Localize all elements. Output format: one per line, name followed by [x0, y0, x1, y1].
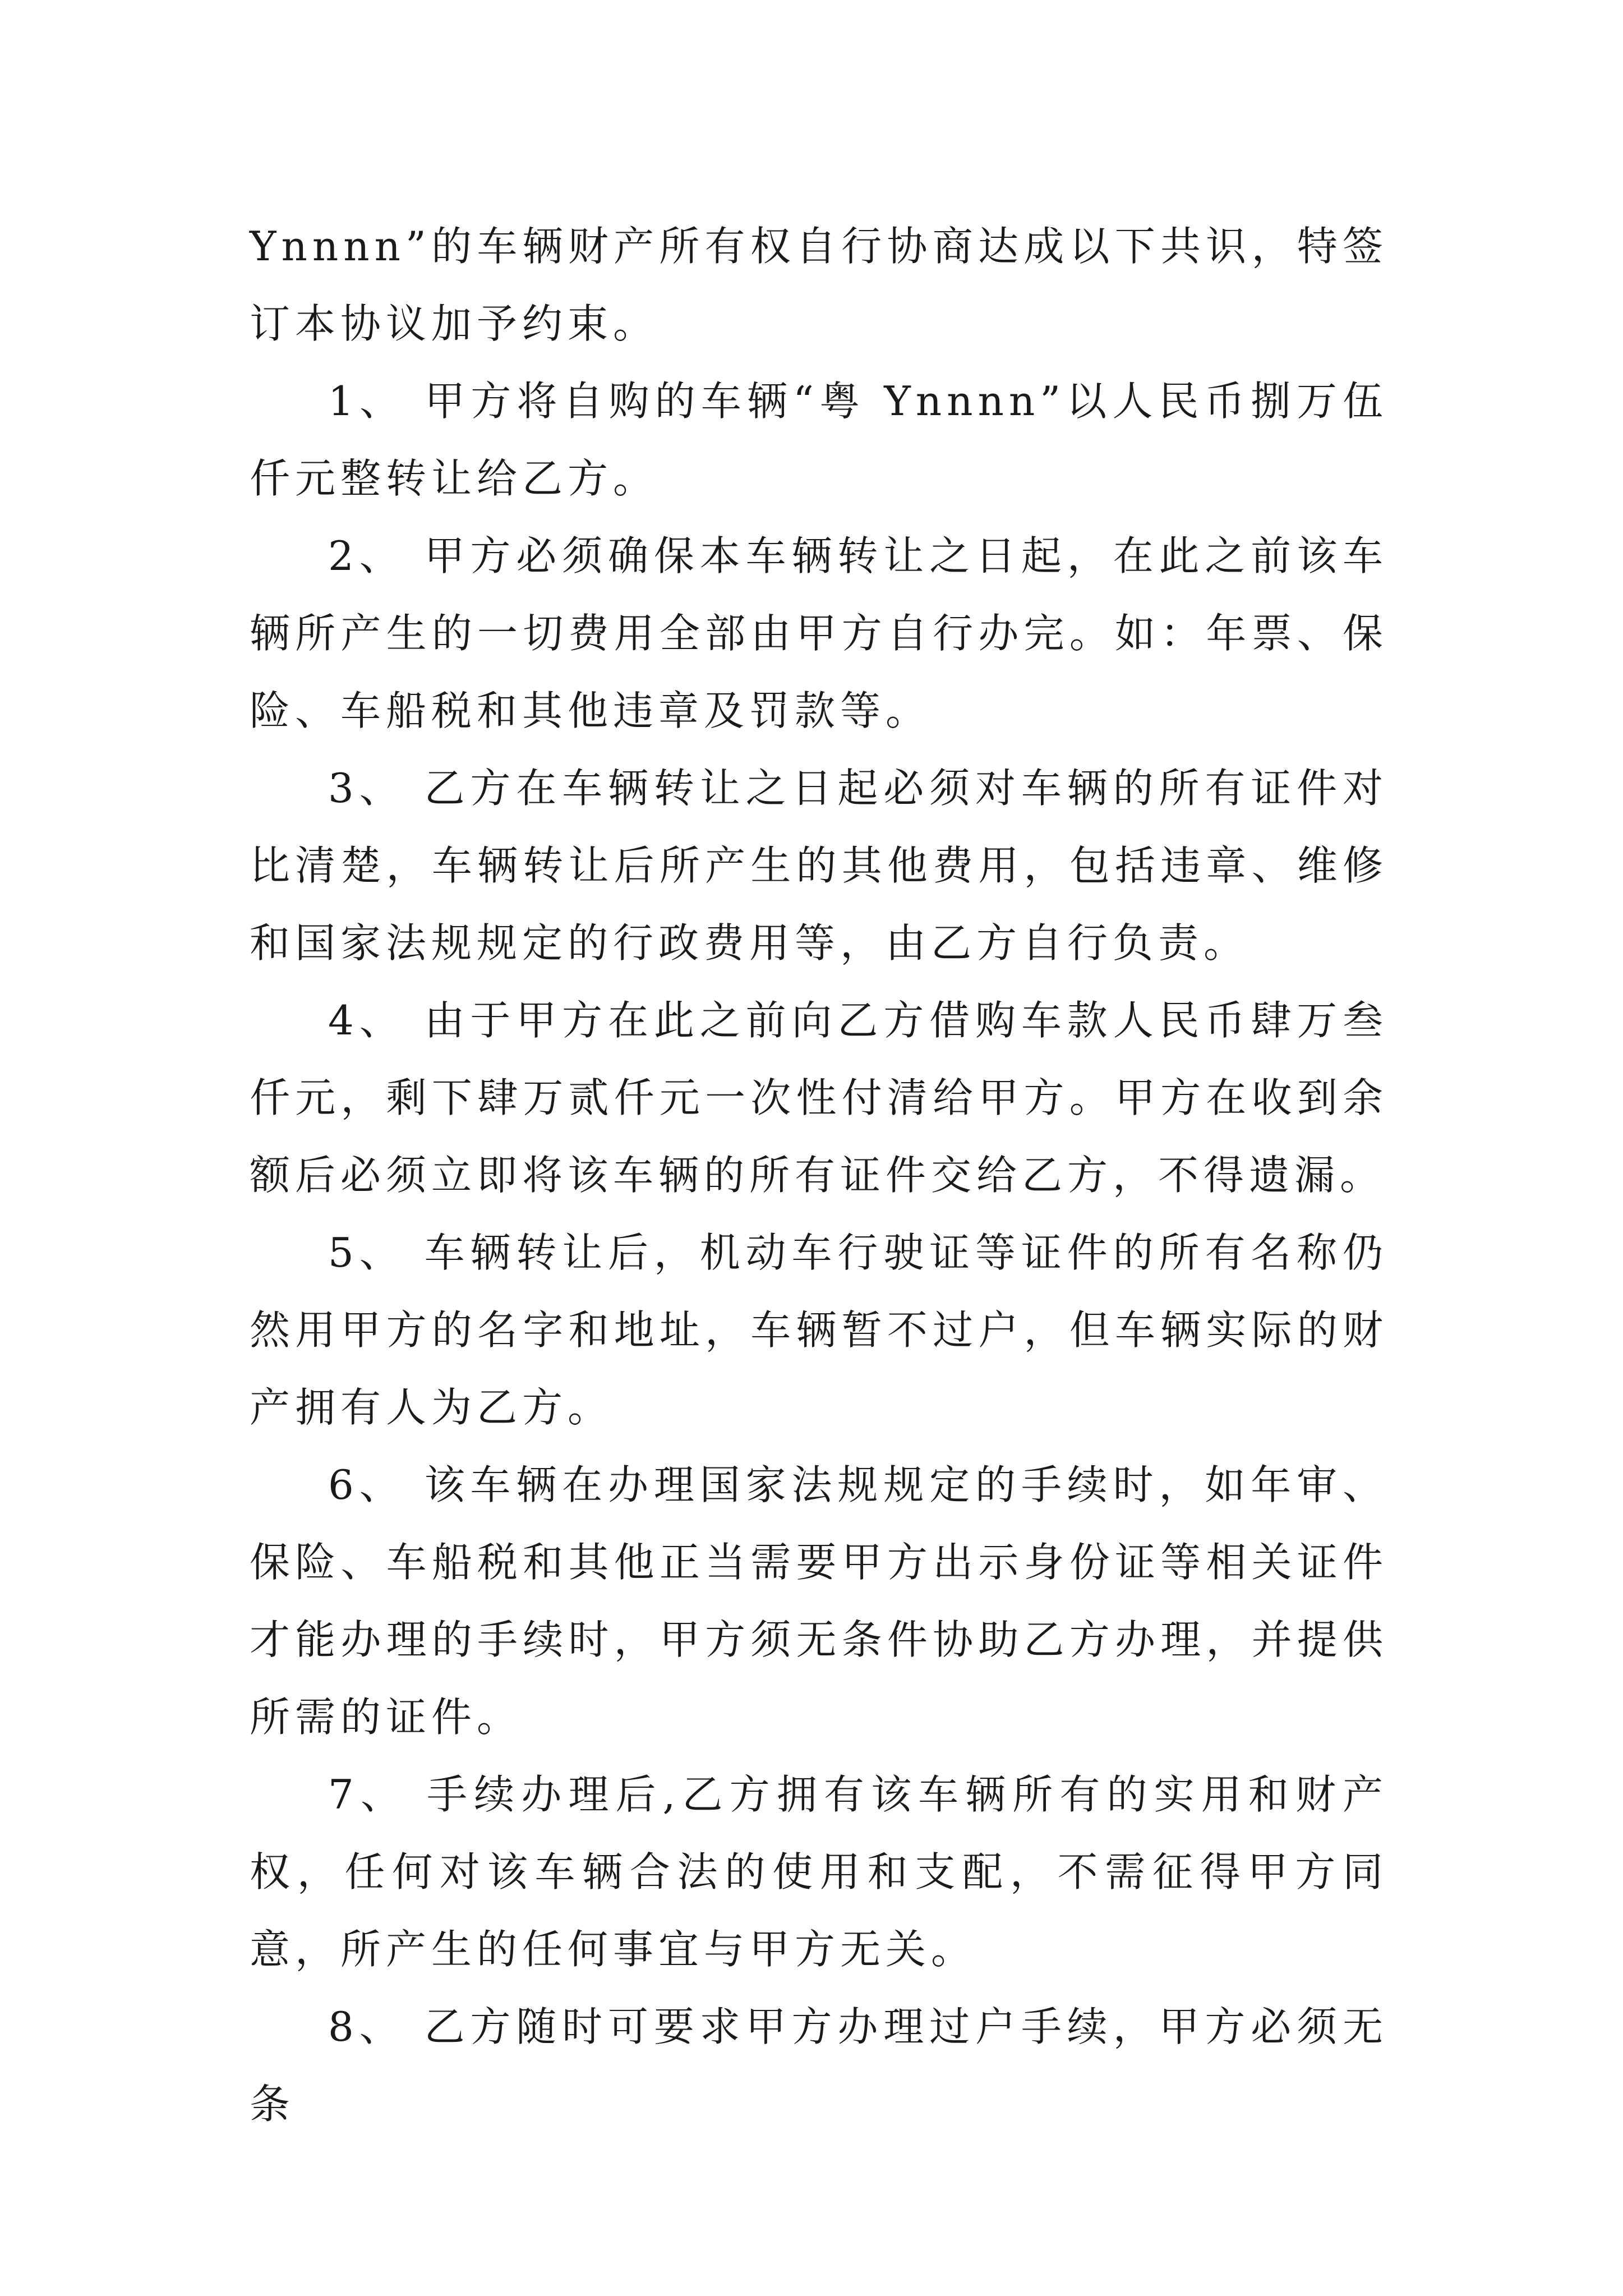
- clause-3: [250, 749, 1388, 982]
- clause-number: 4、: [328, 997, 405, 1044]
- clause-number: 1、: [328, 378, 406, 425]
- clause-number: 2、: [328, 532, 405, 579]
- clause-text: 甲方将自购的车辆“粤 Ynnnn”以人民币捌万伍仟元整转让给乙方。: [250, 378, 1388, 502]
- clause-4: [250, 982, 1388, 1214]
- clause-8: [250, 1988, 1388, 2143]
- clause-text: 由于甲方在此之前向乙方借购车款人民币肆万叁仟元，剩下肆万贰仟元一次性付清给甲方。甲方在收到余额后必须立即将该车辆的所有证件交给乙方，不得遗漏。: [250, 997, 1388, 1199]
- intro-paragraph: [250, 208, 1388, 362]
- clause-text: 甲方必须确保本车辆转让之日起，在此之前该车辆所产生的一切费用全部由甲方自行办完。如：年票、保险、车船税和其他违章及罚款等。: [250, 532, 1388, 734]
- clause-text: 乙方在车辆转让之日起必须对车辆的所有证件对比清楚，车辆转让后所产生的其他费用，包括违章、维修和国家法规规定的行政费用等，由乙方自行负责。: [250, 765, 1388, 967]
- clause-1: [250, 362, 1388, 517]
- clause-number: 6、: [328, 1461, 405, 1508]
- clause-7: [250, 1756, 1388, 1988]
- clause-number: 3、: [328, 765, 405, 812]
- clause-text: 乙方随时可要求甲方办理过户手续，甲方必须无条: [250, 2003, 1388, 2128]
- intro-text: Ynnnn”的车辆财产所有权自行协商达成以下共识，特签订本协议加予约束。: [250, 223, 1388, 347]
- agreement-body: [250, 208, 1388, 2143]
- clause-2: [250, 517, 1388, 749]
- clause-number: 8、: [328, 2003, 405, 2050]
- clause-text: 手续办理后,乙方拥有该车辆所有的实用和财产权，任何对该车辆合法的使用和支配，不需征得甲方同意，所产生的任何事宜与甲方无关。: [250, 1771, 1389, 1973]
- clause-number: 7、: [328, 1771, 408, 1818]
- clause-number: 5、: [328, 1229, 405, 1276]
- clause-text: 车辆转让后，机动车行驶证等证件的所有名称仍然用甲方的名字和地址，车辆暂不过户，但车辆实际的财产拥有人为乙方。: [250, 1229, 1388, 1431]
- clause-text: 该车辆在办理国家法规规定的手续时，如年审、保险、车船税和其他正当需要甲方出示身份证等相关证件才能办理的手续时，甲方须无条件协助乙方办理，并提供所需的证件。: [250, 1461, 1388, 1741]
- clause-6: [250, 1446, 1388, 1756]
- clause-5: [250, 1214, 1388, 1446]
